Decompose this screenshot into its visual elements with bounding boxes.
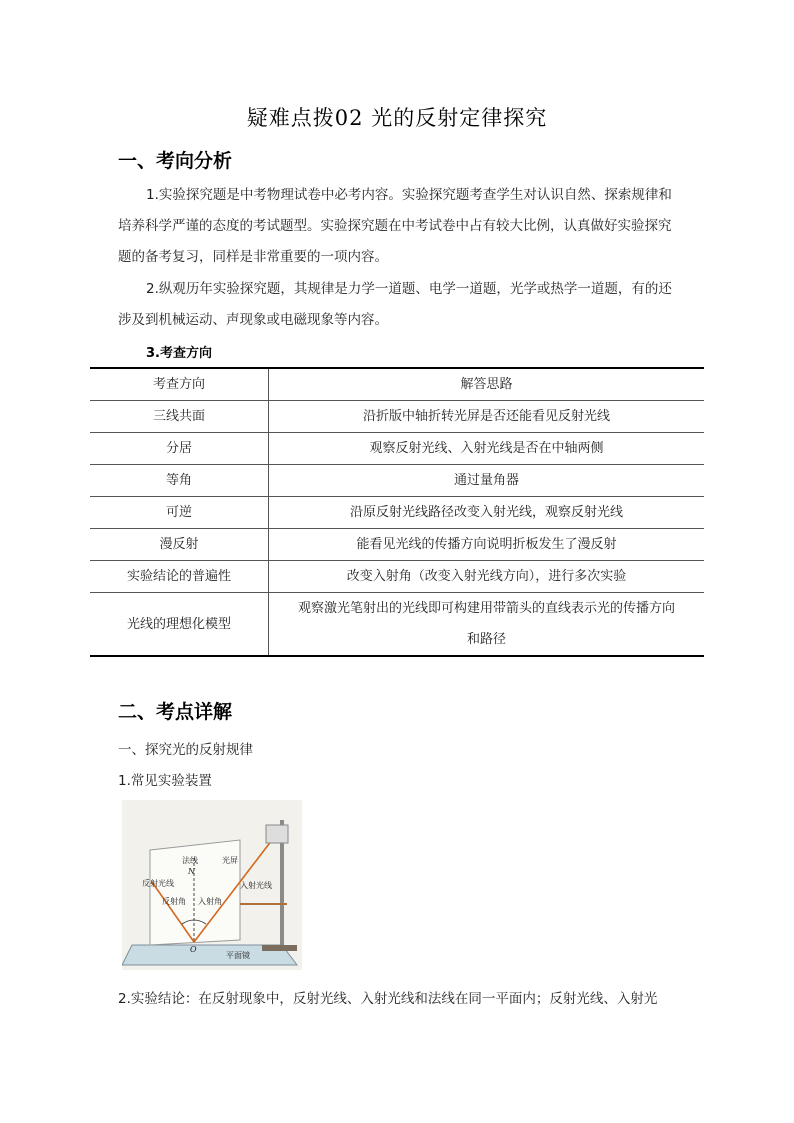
approach-cell: 观察反射光线、入射光线是否在中轴两侧 [269,433,705,465]
label-normal: 法线 [182,856,198,865]
paragraph-1: 1.实验探究题是中考物理试卷中必考内容。实验探究题考查学生对认识自然、探索规律和培养科学严谨的态度的考试题型。实验探究题在中考试卷中占有较大比例，认真做好实验探究题的备考复习，同样是非常重要的一项内容。 [118,187,672,265]
direction-cell: 可逆 [90,497,269,529]
reflection-apparatus-figure [122,800,302,970]
approach-cell: 解答思路 [460,377,513,392]
table-header-row [90,368,704,401]
subheading-explore: 一、探究光的反射规律 [118,742,253,758]
section-heading-details: 二、考点详解 [118,701,233,723]
table-row [90,561,704,593]
subheading-apparatus: 1.常见实验装置 [118,773,212,789]
direction-cell: 等角 [90,465,269,497]
direction-cell: 三线共面 [90,401,269,433]
label-incident-ray: 入射光线 [240,881,272,890]
direction-cell: 光线的理想化模型 [90,593,269,657]
paragraph-2: 2.纵观历年实验探究题，其规律是力学一道题、电学一道题，光学或热学一道题，有的还涉及到机械运动、声现象或电磁现象等内容。 [118,281,672,328]
direction-cell: 考查方向 [90,368,269,401]
table-row [90,465,704,497]
label-mirror: 平面镜 [226,951,250,960]
label-n: N [188,867,195,876]
page-title: 疑难点拨02 光的反射定律探究 [246,106,548,130]
label-reflected-ray: 反射光线 [142,879,174,888]
direction-cell: 实验结论的普遍性 [90,561,269,593]
approach-cell: 沿折版中轴折转光屏是否还能看见反射光线 [269,401,705,433]
approach-cell: 改变入射角（改变入射光线方向），进行多次实验 [269,561,705,593]
approach-cell: 能看见光线的传播方向说明折板发生了漫反射 [269,529,705,561]
conclusion-text: 2.实验结论：在反射现象中，反射光线、入射光线和法线在同一平面内；反射光线、入射光 [118,991,658,1007]
table-row [90,593,704,657]
table-row [90,433,704,465]
approach-cell: 观察激光笔射出的光线即可构建用带箭头的直线表示光的传播方向和路径 [269,593,705,657]
section-heading-analysis: 一、考向分析 [118,150,233,172]
label-reflect-angle: 反射角 [162,897,186,906]
approach-cell: 通过量角器 [269,465,705,497]
exam-direction-table [90,367,704,657]
table-row [90,497,704,529]
direction-cell: 漫反射 [90,529,269,561]
label-screen: 光屏 [222,856,238,865]
approach-cell: 沿原反射光线路径改变入射光线，观察反射光线 [269,497,705,529]
label-o: O [190,945,197,954]
table-heading: 3.考查方向 [146,346,212,361]
direction-cell: 分居 [90,433,269,465]
table-row [90,529,704,561]
label-incident-angle: 入射角 [198,897,222,906]
table-row [90,401,704,433]
